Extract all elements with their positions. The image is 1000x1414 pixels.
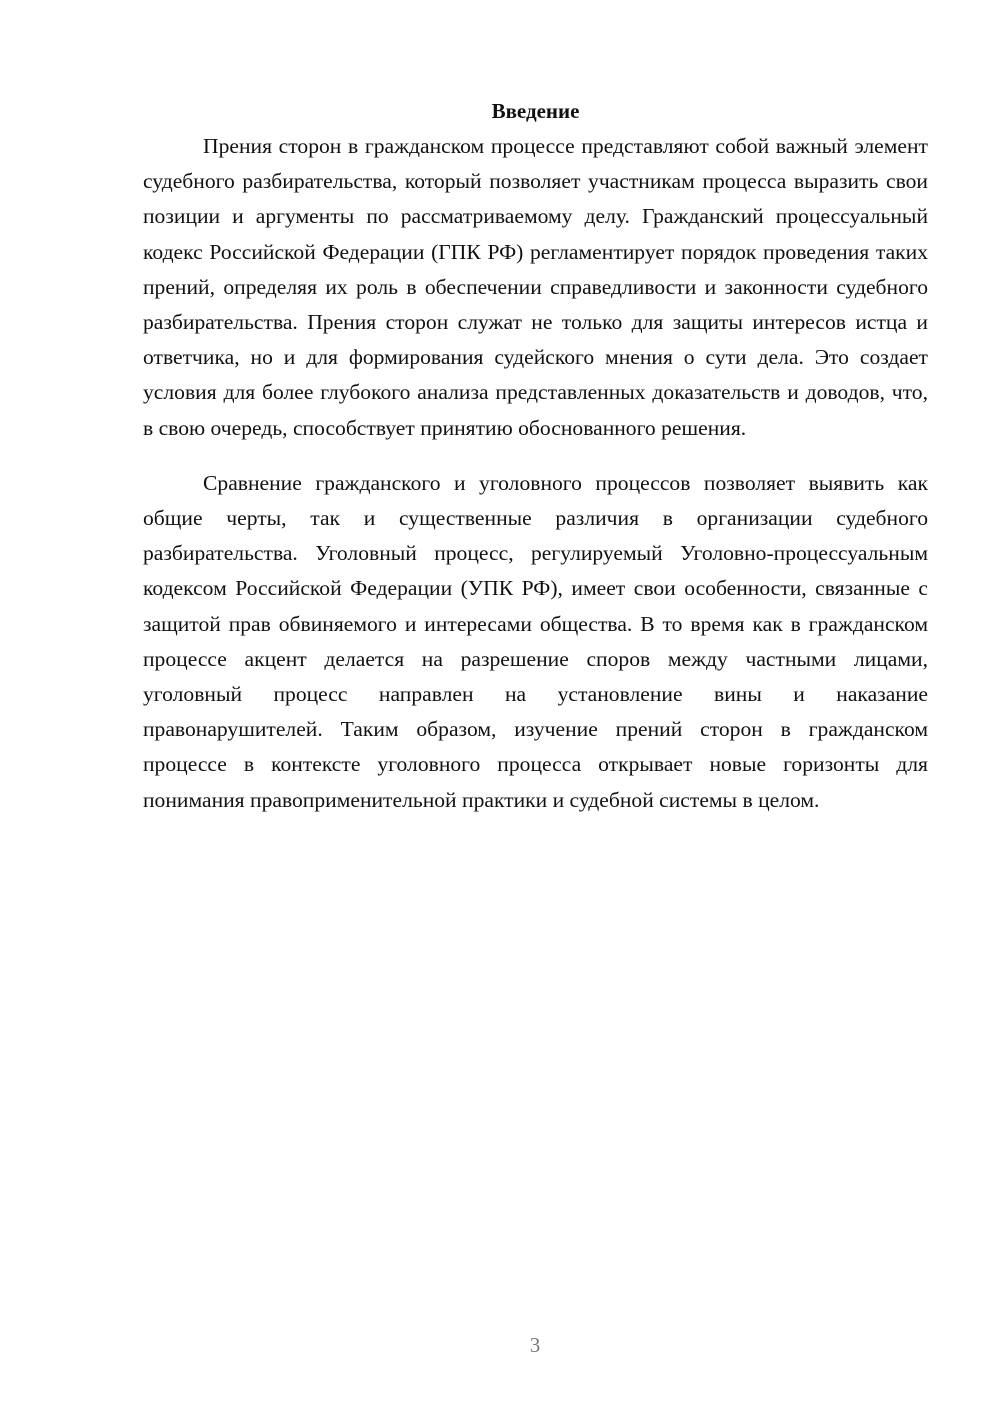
section-title: Введение [491, 99, 580, 123]
paragraph-1: Прения сторон в гражданском процессе представляют собой важный элемент судебного разбирательства, который позволяет участникам процесса выразить свои позиции и аргументы по рассматриваемому делу. Гражданский процессуальный кодекс Российской Федерации (ГПК РФ) регламентирует порядок проведения таких прений, определяя их роль в обеспечении справедливости и законности судебного разбирательства. Прения сторон служат не только для защиты интересов истца и ответчика, но и для формирования судейского мнения о сути дела. Это создает условия для более глубокого анализа представленных доказательств и доводов, что, в свою очередь, способствует принятию обоснованного решения. [143, 134, 928, 440]
page-number: 3 [529, 1333, 541, 1357]
paragraph-2: Сравнение гражданского и уголовного процессов позволяет выявить как общие черты, так и существенные различия в организации судебного разбирательства. Уголовный процесс, регулируемый Уголовно-процессуальным кодексом Российской Федерации (УПК РФ), имеет свои особенности, связанные с защитой прав обвиняемого и интересами общества. В то время как в гражданском процессе акцент делается на разрешение споров между частными лицами, уголовный процесс направлен на установление вины и наказание правонарушителей. Таким образом, изучение прений сторон в гражданском процессе в контексте уголовного процесса открывает новые горизонты для понимания правоприменительной практики и судебной системы в целом. [143, 470, 928, 812]
page-content [143, 94, 928, 818]
